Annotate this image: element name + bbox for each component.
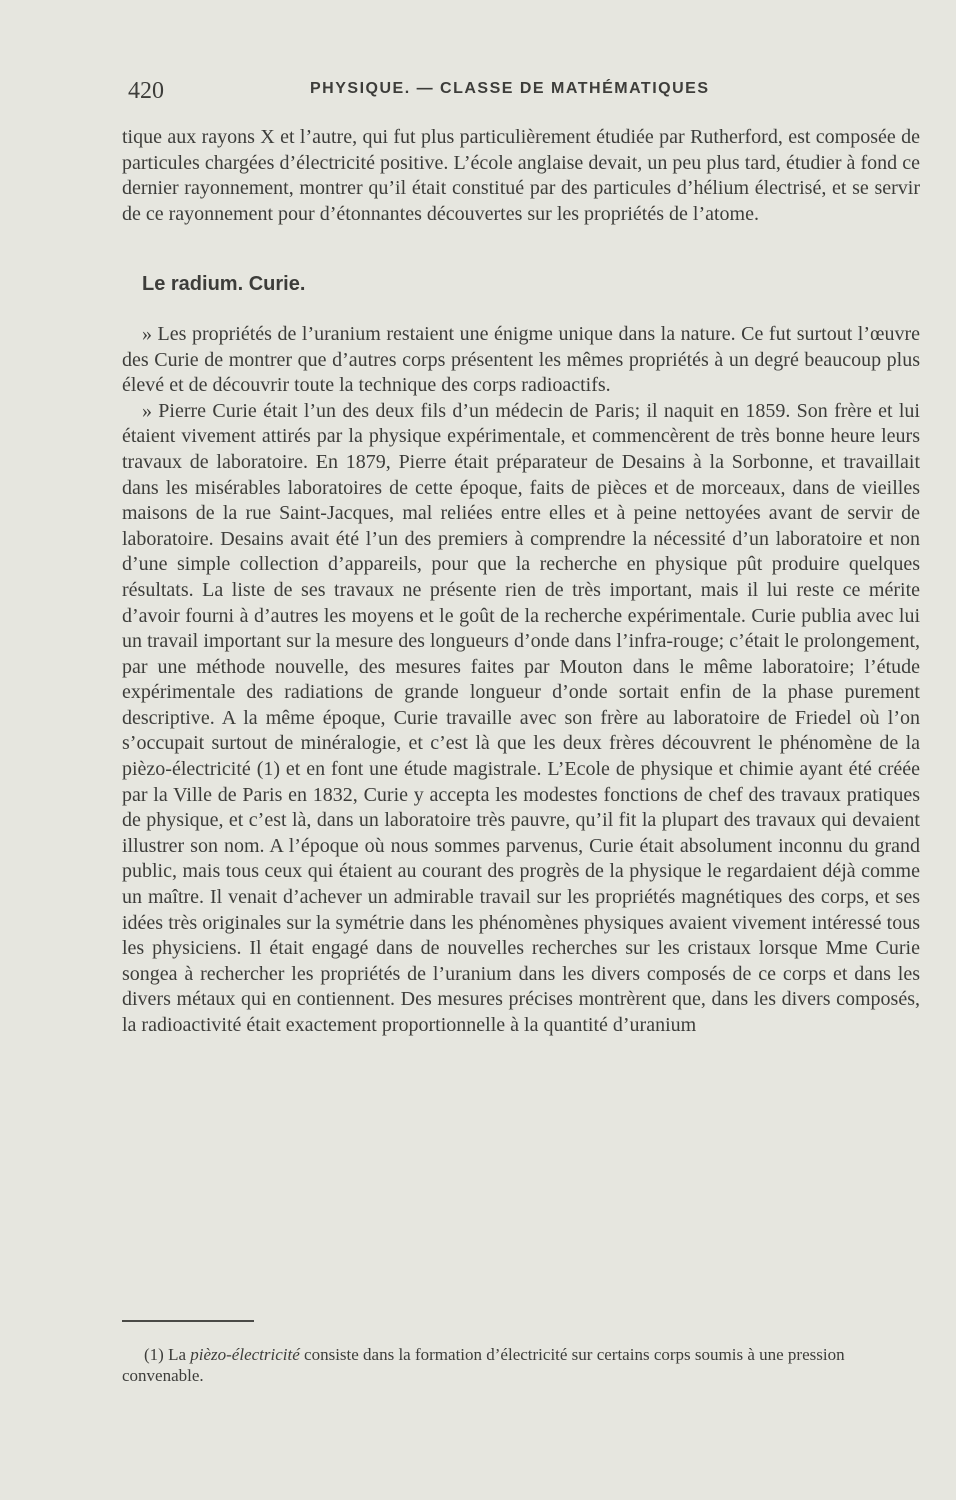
footnote-marker: (1) La (144, 1345, 187, 1364)
footnote-divider (122, 1320, 254, 1322)
paragraph-pierre-curie: » Pierre Curie était l’un des deux fils d’un médecin de Paris; il naquit en 1859. Son frère et lui étaient vivement attirés par la physique expérimentale, et commencèrent de très bonne heure leurs travaux de laboratoire. En 1879, Pierre était préparateur de Desains à la Sorbonne, et travaillait dans les misérables laboratoires de cette époque, faits de pièces et de morceaux, dans de vieilles maisons de la rue Saint-Jacques, mal reliées entre elles et à peine nettoyées avant de servir de laboratoire. Desains avait été l’un des premiers à comprendre la nécessité d’un laboratoire et non d’une simple collection d’appareils, pour que la recherche en physique pût produire quelques résultats. La liste de ses travaux ne présente rien de très important, mais il lui reste ce mérite d’avoir fourni à d’autres les moyens et le goût de la recherche expérimentale. Curie publia avec lui un travail important sur la mesure des longueurs d’onde dans l’infra-rouge; c’était le prolongement, par une méthode nouvelle, des mesures faites par Mouton dans le même laboratoire; l’étude expérimentale des radiations de grande longueur d’onde sortait enfin de la phase purement descriptive. A la même époque, Curie travaille avec son frère au laboratoire de Friedel où l’on s’occupait surtout de minéralogie, et c’est là que les deux frères découvrent le phénomène de la pièzo-électricité (1) et en font une étude magistrale. L’Ecole de physique et chimie ayant été créée par la Ville de Paris en 1832, Curie y accepta les modestes fonctions de chef des travaux pratiques de physique, et c’est là, dans un laboratoire très pauvre, qu’il fit la plupart des travaux qui devaient illustrer son nom. A l’époque où nous sommes parvenus, Curie était absolument inconnu du grand public, mais tous ceux qui étaient au courant des progrès de la physique le regardaient déjà comme un maître. Il venait d’achever un admirable travail sur les propriétés magnétiques des corps, et ses idées très originales sur la symétrie dans les phénomènes physiques avaient vivement intéressé tous les physiciens. Il était engagé dans de nouvelles recherches sur les cristaux lorsque Mme Curie songea à rechercher les propriétés de l’uranium dans les divers composés de ce corps et dans les divers métaux qui en contiennent. Des mesures précises montrèrent que, dans les divers composés, la radioactivité était exactement proportionnelle à la quantité d’uranium (122, 399, 920, 1036)
footnote-definition: consiste dans la formation d’électricité sur certains corps soumis à une pression convenable. (122, 1345, 845, 1385)
footnote (122, 1344, 920, 1386)
running-head (0, 76, 956, 106)
footnote-term: pièzo-électricité (190, 1345, 300, 1364)
running-title: PHYSIQUE. — CLASSE DE MATHÉMATIQUES (310, 80, 710, 97)
footnote-text (122, 1344, 920, 1386)
paragraph-continuation: tique aux rayons X et l’autre, qui fut plus particulièrement étudiée par Rutherford, est composée de particules chargées d’électricité positive. L’école anglaise devait, un peu plus tard, étudier à fond ce dernier rayonnement, montrer qu’il était constitué par des particules d’hélium électrisé, et se servir de ce rayonnement pour d’étonnantes découvertes sur les propriétés de l’atome. (122, 126, 920, 225)
section-title: Le radium. Curie. (142, 273, 306, 296)
page-number: 420 (128, 78, 164, 104)
paragraph-uranium: » Les propriétés de l’uranium restaient une énigme unique dans la nature. Ce fut surtout l’œuvre des Curie de montrer que d’autres corps présentent les mêmes propriétés à un degré beaucoup plus élevé et de découvrir toute la technique des corps radioactifs. (122, 322, 920, 397)
body-text (122, 125, 920, 1039)
